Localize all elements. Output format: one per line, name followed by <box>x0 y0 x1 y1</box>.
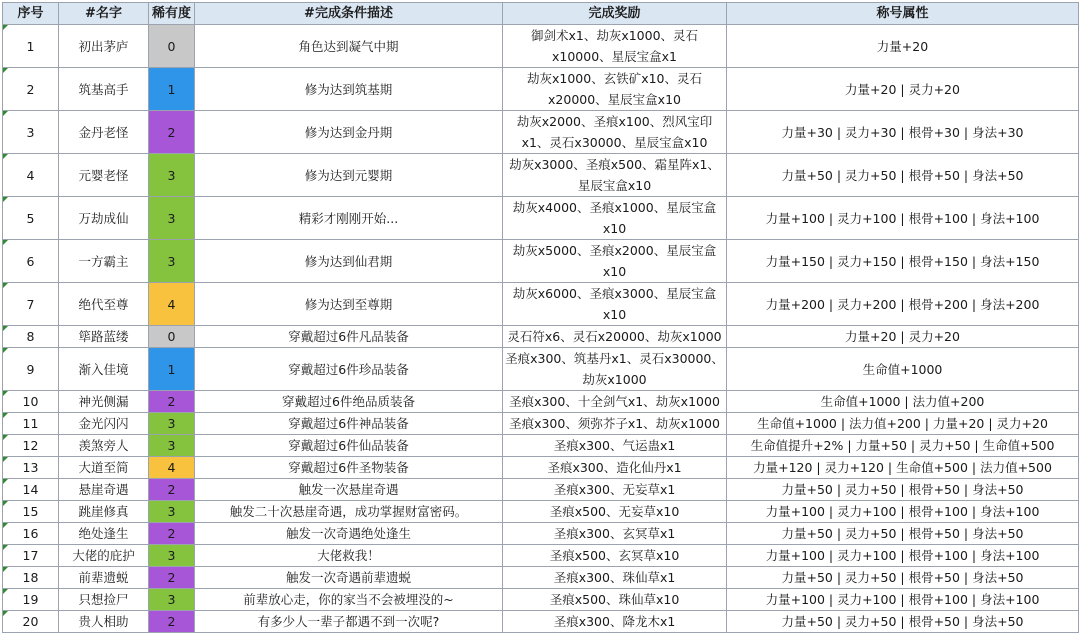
row-condition-cell: 修为达到元婴期 <box>195 154 503 197</box>
header-attribute: 称号属性 <box>727 3 1079 25</box>
row-rarity-cell: 3 <box>149 545 195 567</box>
row-rarity-cell: 3 <box>149 154 195 197</box>
row-name-cell: 一方霸主 <box>59 240 149 283</box>
row-index-cell: 4 <box>3 154 59 197</box>
table-row <box>3 326 1079 348</box>
row-reward-cell: 圣痕x300、造化仙丹x1 <box>503 457 727 479</box>
row-index-cell: 12 <box>3 435 59 457</box>
row-name-cell: 筑基高手 <box>59 68 149 111</box>
row-attribute-cell: 生命值+1000 | 法力值+200 <box>727 391 1079 413</box>
row-name-cell: 只想捡尸 <box>59 589 149 611</box>
table-row <box>3 611 1079 633</box>
row-name-cell: 金光闪闪 <box>59 413 149 435</box>
row-attribute-cell: 力量+200 | 灵力+200 | 根骨+200 | 身法+200 <box>727 283 1079 326</box>
row-attribute-cell: 力量+30 | 灵力+30 | 根骨+30 | 身法+30 <box>727 111 1079 154</box>
row-condition-cell: 穿戴超过6件凡品装备 <box>195 326 503 348</box>
row-index-cell: 13 <box>3 457 59 479</box>
row-rarity-cell: 3 <box>149 413 195 435</box>
row-index-cell: 18 <box>3 567 59 589</box>
row-rarity-cell: 4 <box>149 457 195 479</box>
row-condition-cell: 穿戴超过6件神品装备 <box>195 413 503 435</box>
row-index-cell: 10 <box>3 391 59 413</box>
row-reward-cell: 圣痕x300、筑基丹x1、灵石x30000、劫灰x1000 <box>503 348 727 391</box>
row-condition-cell: 触发一次奇遇前辈遗蜕 <box>195 567 503 589</box>
row-index-cell: 20 <box>3 611 59 633</box>
row-rarity-cell: 3 <box>149 197 195 240</box>
titles-table <box>2 2 1079 633</box>
row-rarity-cell: 2 <box>149 611 195 633</box>
row-reward-cell: 圣痕x300、玄冥草x1 <box>503 523 727 545</box>
row-name-cell: 大道至简 <box>59 457 149 479</box>
row-index-cell: 15 <box>3 501 59 523</box>
row-name-cell: 悬崖奇遇 <box>59 479 149 501</box>
row-attribute-cell: 力量+150 | 灵力+150 | 根骨+150 | 身法+150 <box>727 240 1079 283</box>
row-index-cell: 11 <box>3 413 59 435</box>
row-attribute-cell: 生命值提升+2% | 力量+50 | 灵力+50 | 生命值+500 <box>727 435 1079 457</box>
row-attribute-cell: 力量+50 | 灵力+50 | 根骨+50 | 身法+50 <box>727 154 1079 197</box>
row-reward-cell: 劫灰x6000、圣痕x3000、星辰宝盒x10 <box>503 283 727 326</box>
header-condition: #完成条件描述 <box>195 3 503 25</box>
row-index-cell: 1 <box>3 25 59 68</box>
row-condition-cell: 修为达到至尊期 <box>195 283 503 326</box>
row-attribute-cell: 生命值+1000 <box>727 348 1079 391</box>
row-name-cell: 贵人相助 <box>59 611 149 633</box>
row-index-cell: 19 <box>3 589 59 611</box>
row-rarity-cell: 0 <box>149 326 195 348</box>
row-rarity-cell: 2 <box>149 567 195 589</box>
row-condition-cell: 修为达到筑基期 <box>195 68 503 111</box>
row-reward-cell: 圣痕x300、须弥芥子x1、劫灰x1000 <box>503 413 727 435</box>
row-rarity-cell: 0 <box>149 25 195 68</box>
row-index-cell: 9 <box>3 348 59 391</box>
row-condition-cell: 精彩才刚刚开始... <box>195 197 503 240</box>
row-name-cell: 渐入佳境 <box>59 348 149 391</box>
row-rarity-cell: 2 <box>149 523 195 545</box>
row-reward-cell: 圣痕x300、气运蛊x1 <box>503 435 727 457</box>
row-attribute-cell: 力量+50 | 灵力+50 | 根骨+50 | 身法+50 <box>727 523 1079 545</box>
row-index-cell: 8 <box>3 326 59 348</box>
row-condition-cell: 前辈放心走，你的家当不会被埋没的~ <box>195 589 503 611</box>
row-condition-cell: 修为达到仙君期 <box>195 240 503 283</box>
row-reward-cell: 劫灰x3000、圣痕x500、霜星阵x1、星辰宝盒x10 <box>503 154 727 197</box>
row-reward-cell: 圣痕x500、无妄草x10 <box>503 501 727 523</box>
row-attribute-cell: 力量+20 | 灵力+20 <box>727 68 1079 111</box>
row-condition-cell: 触发一次奇遇绝处逢生 <box>195 523 503 545</box>
row-index-cell: 14 <box>3 479 59 501</box>
row-reward-cell: 圣痕x300、降龙木x1 <box>503 611 727 633</box>
row-reward-cell: 劫灰x4000、圣痕x1000、星辰宝盒x10 <box>503 197 727 240</box>
row-condition-cell: 穿戴超过6件圣物装备 <box>195 457 503 479</box>
row-rarity-cell: 4 <box>149 283 195 326</box>
row-name-cell: 神光侧漏 <box>59 391 149 413</box>
table-row <box>3 68 1079 111</box>
table-row <box>3 501 1079 523</box>
row-condition-cell: 穿戴超过6件仙品装备 <box>195 435 503 457</box>
row-name-cell: 初出茅庐 <box>59 25 149 68</box>
row-attribute-cell: 力量+50 | 灵力+50 | 根骨+50 | 身法+50 <box>727 479 1079 501</box>
table-row <box>3 154 1079 197</box>
row-reward-cell: 圣痕x300、珠仙草x1 <box>503 567 727 589</box>
row-condition-cell: 穿戴超过6件绝品质装备 <box>195 391 503 413</box>
row-condition-cell: 角色达到凝气中期 <box>195 25 503 68</box>
row-name-cell: 跳崖修真 <box>59 501 149 523</box>
row-reward-cell: 圣痕x500、玄冥草x10 <box>503 545 727 567</box>
table-row <box>3 197 1079 240</box>
row-name-cell: 绝处逢生 <box>59 523 149 545</box>
row-name-cell: 前辈遗蜕 <box>59 567 149 589</box>
header-reward: 完成奖励 <box>503 3 727 25</box>
row-condition-cell: 穿戴超过6件珍品装备 <box>195 348 503 391</box>
row-reward-cell: 圣痕x300、十全剑气x1、劫灰x1000 <box>503 391 727 413</box>
row-index-cell: 2 <box>3 68 59 111</box>
row-name-cell: 大佬的庇护 <box>59 545 149 567</box>
row-attribute-cell: 力量+120 | 灵力+120 | 生命值+500 | 法力值+500 <box>727 457 1079 479</box>
row-condition-cell: 大佬救我！ <box>195 545 503 567</box>
row-attribute-cell: 生命值+1000 | 法力值+200 | 力量+20 | 灵力+20 <box>727 413 1079 435</box>
table-row <box>3 457 1079 479</box>
table-row <box>3 391 1079 413</box>
row-attribute-cell: 力量+20 | 灵力+20 <box>727 326 1079 348</box>
row-rarity-cell: 3 <box>149 435 195 457</box>
row-name-cell: 筚路蓝缕 <box>59 326 149 348</box>
header-rarity: 稀有度 <box>149 3 195 25</box>
table-row <box>3 111 1079 154</box>
row-attribute-cell: 力量+100 | 灵力+100 | 根骨+100 | 身法+100 <box>727 501 1079 523</box>
row-rarity-cell: 3 <box>149 501 195 523</box>
row-attribute-cell: 力量+100 | 灵力+100 | 根骨+100 | 身法+100 <box>727 545 1079 567</box>
row-rarity-cell: 2 <box>149 111 195 154</box>
header-name: #名字 <box>59 3 149 25</box>
row-rarity-cell: 1 <box>149 348 195 391</box>
row-condition-cell: 触发一次悬崖奇遇 <box>195 479 503 501</box>
row-reward-cell: 劫灰x5000、圣痕x2000、星辰宝盒x10 <box>503 240 727 283</box>
row-index-cell: 7 <box>3 283 59 326</box>
row-rarity-cell: 1 <box>149 68 195 111</box>
header-index: 序号 <box>3 3 59 25</box>
row-attribute-cell: 力量+20 <box>727 25 1079 68</box>
table-row <box>3 283 1079 326</box>
table-row <box>3 413 1079 435</box>
header-row <box>3 3 1079 25</box>
row-name-cell: 万劫成仙 <box>59 197 149 240</box>
row-rarity-cell: 2 <box>149 391 195 413</box>
row-attribute-cell: 力量+50 | 灵力+50 | 根骨+50 | 身法+50 <box>727 611 1079 633</box>
row-attribute-cell: 力量+100 | 灵力+100 | 根骨+100 | 身法+100 <box>727 197 1079 240</box>
row-rarity-cell: 3 <box>149 240 195 283</box>
row-rarity-cell: 3 <box>149 589 195 611</box>
row-index-cell: 6 <box>3 240 59 283</box>
table-row <box>3 348 1079 391</box>
table-row <box>3 479 1079 501</box>
row-reward-cell: 御剑术x1、劫灰x1000、灵石x10000、星辰宝盒x1 <box>503 25 727 68</box>
row-name-cell: 金丹老怪 <box>59 111 149 154</box>
row-attribute-cell: 力量+50 | 灵力+50 | 根骨+50 | 身法+50 <box>727 567 1079 589</box>
row-name-cell: 绝代至尊 <box>59 283 149 326</box>
table-row <box>3 545 1079 567</box>
row-index-cell: 16 <box>3 523 59 545</box>
row-attribute-cell: 力量+100 | 灵力+100 | 根骨+100 | 身法+100 <box>727 589 1079 611</box>
row-reward-cell: 劫灰x2000、圣痕x100、烈风宝印x1、灵石x30000、星辰宝盒x10 <box>503 111 727 154</box>
row-reward-cell: 圣痕x500、珠仙草x10 <box>503 589 727 611</box>
row-rarity-cell: 2 <box>149 479 195 501</box>
row-reward-cell: 灵石符x6、灵石x20000、劫灰x1000 <box>503 326 727 348</box>
row-condition-cell: 有多少人一辈子都遇不到一次呢? <box>195 611 503 633</box>
row-reward-cell: 圣痕x300、无妄草x1 <box>503 479 727 501</box>
row-reward-cell: 劫灰x1000、玄铁矿x10、灵石x20000、星辰宝盒x10 <box>503 68 727 111</box>
row-index-cell: 3 <box>3 111 59 154</box>
table-row <box>3 589 1079 611</box>
table-row <box>3 567 1079 589</box>
table-row <box>3 523 1079 545</box>
row-name-cell: 羡煞旁人 <box>59 435 149 457</box>
table-row <box>3 25 1079 68</box>
row-index-cell: 17 <box>3 545 59 567</box>
row-condition-cell: 触发二十次悬崖奇遇，成功掌握财富密码。 <box>195 501 503 523</box>
table-row <box>3 240 1079 283</box>
row-name-cell: 元婴老怪 <box>59 154 149 197</box>
row-index-cell: 5 <box>3 197 59 240</box>
table-row <box>3 435 1079 457</box>
row-condition-cell: 修为达到金丹期 <box>195 111 503 154</box>
